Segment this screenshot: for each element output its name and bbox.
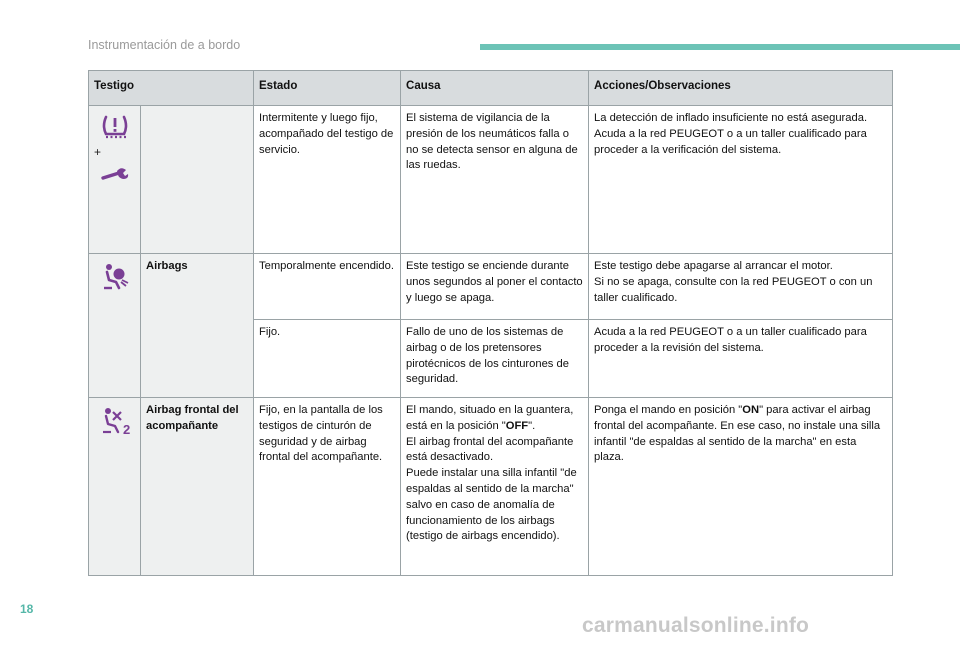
passenger-airbag-off-icon xyxy=(99,405,131,435)
off-label: OFF xyxy=(505,419,529,432)
tpms-causa: El sistema de vigilancia de la presión de los neumáticos falla o no se detecta sensor en alguna de las ruedas. xyxy=(401,106,589,254)
tpms-icon-cell xyxy=(89,106,141,254)
table-row xyxy=(89,106,893,254)
passenger-airbag-acciones xyxy=(589,398,893,576)
header-testigo: Testigo xyxy=(89,71,254,106)
airbags-causa-2: Fallo de uno de los sistemas de airbag o de los pretensores pirotécnicos de los cinturones de seguridad. xyxy=(401,320,589,398)
acciones-text-1: Ponga el mando en posición " xyxy=(594,404,743,416)
airbags-estado-1: Temporalmente encendido. xyxy=(254,254,401,320)
warning-lights-table xyxy=(88,70,893,576)
acciones-text-2: " para activar el airbag frontal del acompañante. En ese caso, no instale una silla infantil "de espaldas al sentido de la marcha" en esta plaza. xyxy=(594,404,881,464)
header-causa: Causa xyxy=(401,71,589,106)
on-label: ON xyxy=(742,404,760,416)
causa-text-1: El mando, situado en la guantera, está en la posición " xyxy=(406,404,574,432)
airbags-causa-1: Este testigo se enciende durante unos segundos al poner el contacto y luego se apaga. xyxy=(401,254,589,320)
page-number: 18 xyxy=(20,602,34,616)
causa-text-2: ". El airbag frontal del acompañante está desactivado. Puede instalar una silla infantil "de espaldas al sentido de la marcha" salvo en caso de anomalía de funcionamiento de los airbags (testigo de airbags encendido). xyxy=(406,419,577,543)
header-accent-bar xyxy=(480,44,960,50)
airbag-icon-cell xyxy=(89,254,141,398)
passenger-airbag-causa xyxy=(401,398,589,576)
table-row xyxy=(89,254,893,320)
airbags-estado-2: Fijo. xyxy=(254,320,401,398)
passenger-airbag-estado: Fijo, en la pantalla de los testigos de cinturón de seguridad y de airbag frontal del acompañante. xyxy=(254,398,401,576)
svg-text:2: 2 xyxy=(123,422,131,435)
wrench-icon xyxy=(100,167,130,183)
watermark: carmanualsonline.info xyxy=(582,614,810,637)
tpms-estado: Intermitente y luego fijo, acompañado del testigo de servicio. xyxy=(254,106,401,254)
page-header-title: Instrumentación de a bordo xyxy=(88,38,241,52)
header-estado: Estado xyxy=(254,71,401,106)
passenger-airbag-icon-cell xyxy=(89,398,141,576)
tire-pressure-icon xyxy=(100,113,130,141)
plus-sign: + xyxy=(94,145,102,159)
tpms-name-cell xyxy=(141,106,254,254)
airbags-name: Airbags xyxy=(141,254,254,398)
airbag-icon xyxy=(100,261,130,291)
airbags-acciones-1: Este testigo debe apagarse al arrancar el motor. Si no se apaga, consulte con la red PEUGEOT o con un taller cualificado. xyxy=(589,254,893,320)
tpms-acciones: La detección de inflado insuficiente no está asegurada. Acuda a la red PEUGEOT o a un taller cualificado para proceder a la verificación del sistema. xyxy=(589,106,893,254)
table-header-row xyxy=(89,71,893,106)
airbags-acciones-2: Acuda a la red PEUGEOT o a un taller cualificado para proceder a la revisión del sistema. xyxy=(589,320,893,398)
table-row xyxy=(89,398,893,576)
passenger-airbag-name: Airbag frontal del acompañante xyxy=(141,398,254,576)
header-acciones: Acciones/Observaciones xyxy=(589,71,893,106)
